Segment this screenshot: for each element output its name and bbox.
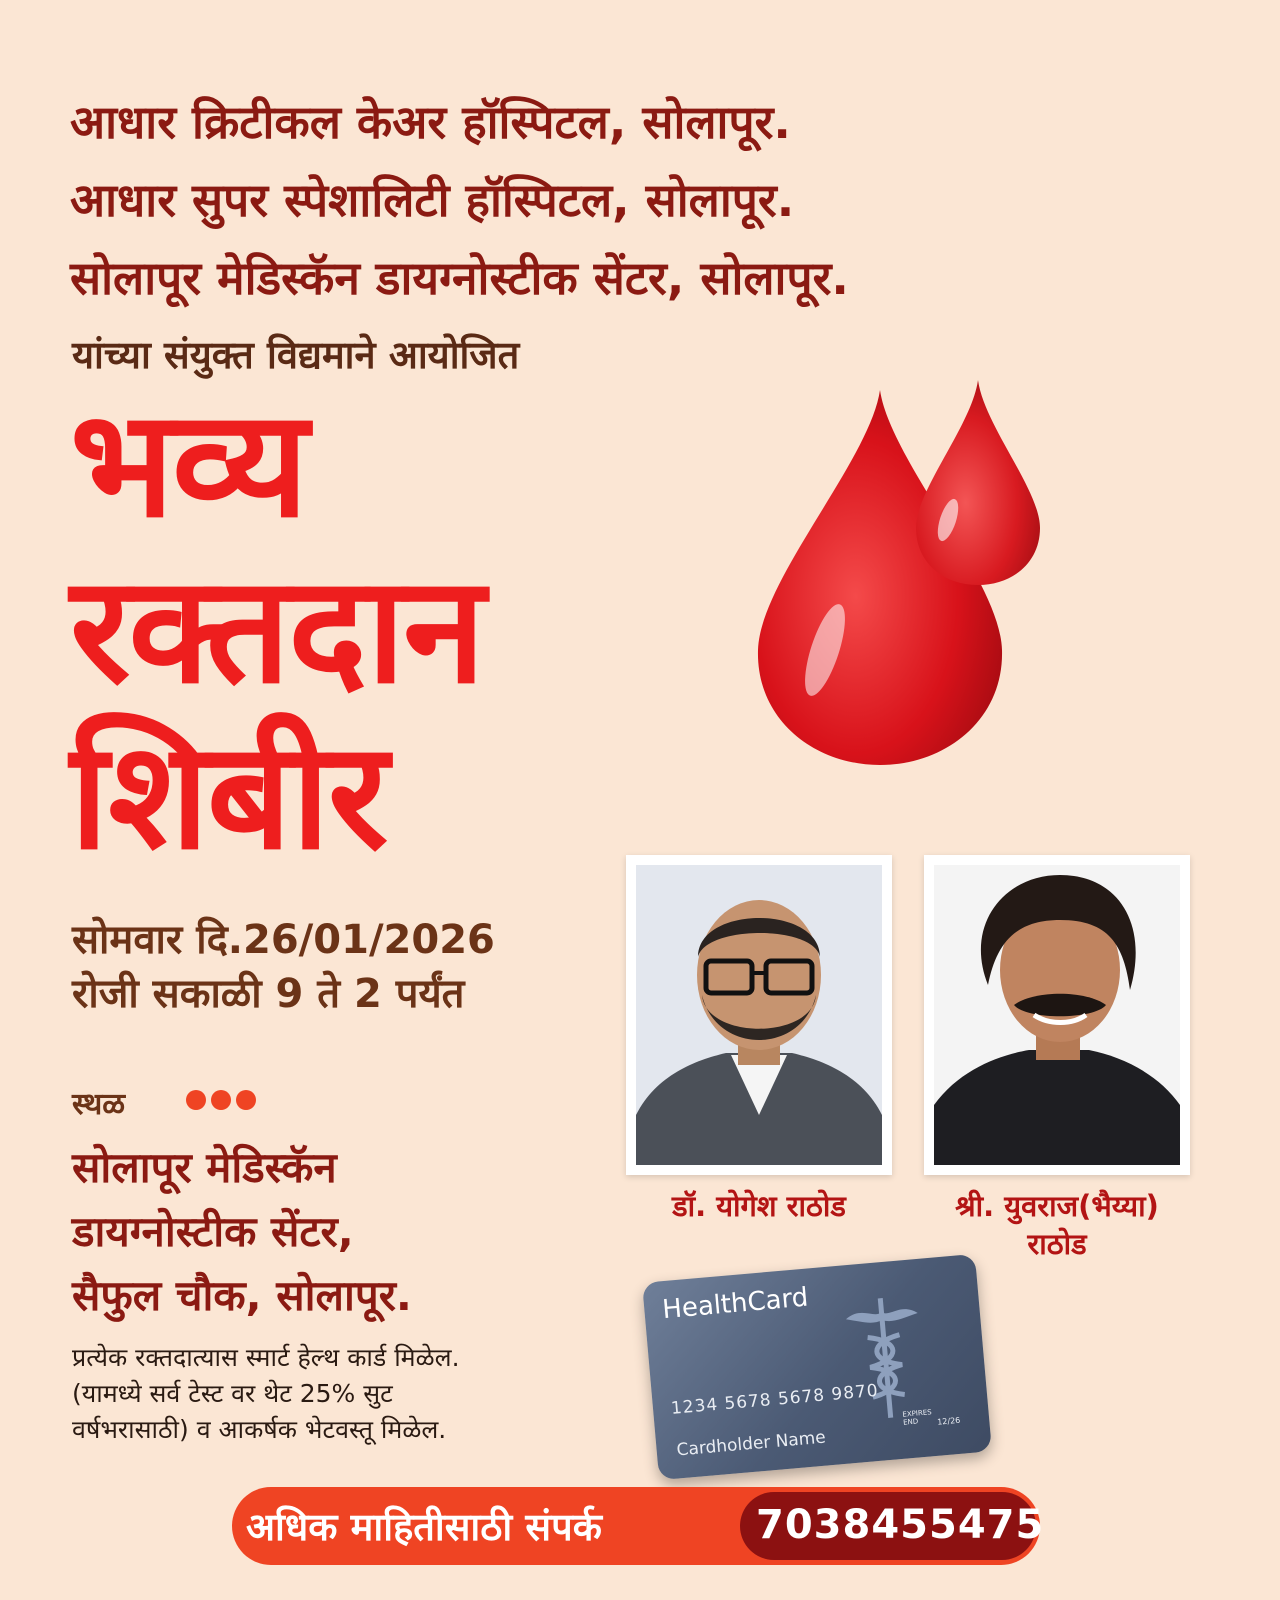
doctor-portrait [636,865,882,1165]
photo-frame-2 [924,855,1190,1175]
health-card-expires-value: 12/26 [936,1415,961,1427]
headline-word-2: रक्तदान [70,544,484,716]
dots-decoration [186,1090,256,1114]
health-card-holder: Cardholder Name [675,1427,827,1461]
note-line-2: (यामध्ये सर्व टेस्ट वर थेट 25% सुट [72,1379,393,1408]
health-card-title: HealthCard [661,1282,810,1326]
headline-word-1: भव्य [70,378,307,550]
organizer-line-3: सोलापूर मेडिस्कॅन डायग्नोस्टीक सेंटर, सोलापूर. [70,251,849,305]
health-card-number: 1234 5678 5678 9870 [670,1380,880,1419]
contact-phone[interactable]: 7038455475 [756,1502,1045,1548]
health-card-expires-label: EXPIRES END [902,1408,932,1427]
venue-line-2: डायग्नोस्टीक सेंटर, [72,1207,354,1256]
small-blood-drop [916,380,1040,585]
contact-label: अधिक माहितीसाठी संपर्क [246,1505,602,1549]
event-time: रोजी सकाळी 9 ते 2 पर्यंत [72,971,465,1017]
person-2-name-line-2: राठोड [1027,1227,1087,1261]
venue-label: स्थळ [72,1087,126,1122]
venue-line-3: सैफुल चौक, सोलापूर. [72,1271,412,1320]
person-2-name-line-1: श्री. युवराज(भैय्या) [955,1189,1159,1223]
note-line-1: प्रत्येक रक्तदात्यास स्मार्ट हेल्थ कार्ड मिळेल. [72,1343,460,1372]
guest-portrait [934,865,1180,1165]
venue-line-1: सोलापूर मेडिस्कॅन [72,1143,337,1192]
organizer-line-2: आधार सुपर स्पेशालिटी हॉस्पिटल, सोलापूर. [70,173,795,227]
person-1-name: डॉ. योगेश राठोड [672,1189,846,1223]
note-line-3: वर्षभरासाठी) व आकर्षक भेटवस्तू मिळेल. [72,1415,447,1444]
organized-by-subtitle: यांच्या संयुक्त विद्यमाने आयोजित [72,333,520,377]
health-card-image [642,1254,992,1480]
headline-word-3: शिबीर [70,710,387,882]
event-date: सोमवार दि.26/01/2026 [72,917,495,963]
blood-drops-illustration [740,380,1080,780]
photo-frame-1 [626,855,892,1175]
organizer-line-1: आधार क्रिटीकल केअर हॉस्पिटल, सोलापूर. [70,95,791,149]
